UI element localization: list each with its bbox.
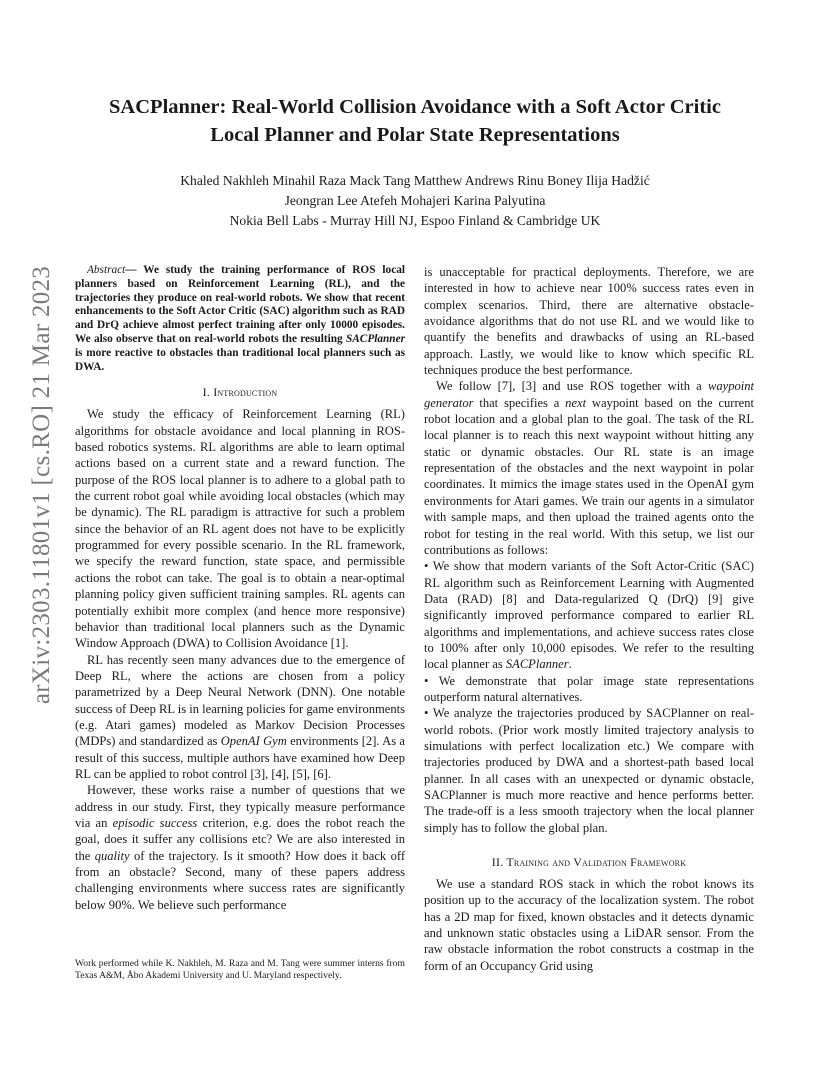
section-2-heading: II. Training and Validation Framework bbox=[491, 855, 687, 870]
abstract-emphasis: SACPlanner bbox=[345, 332, 405, 345]
title-line-1: SACPlanner: Real-World Collision Avoidance with a Soft Actor Critic bbox=[109, 96, 721, 118]
affiliation: Nokia Bell Labs - Murray Hill NJ, Espoo Finland & Cambridge UK bbox=[229, 213, 601, 228]
intro-p3-emphasis-2: quality bbox=[94, 848, 130, 863]
intro-p3-text-b: criterion, e.g. does the robot reach the goal, does it suffer any collisions etc? We are also interested in the bbox=[75, 815, 406, 863]
footnote: Work performed while K. Nakhleh, M. Raza and M. Tang were summer interns from Texas A&M, Åbo Akademi University and U. Maryland respectively. bbox=[75, 958, 405, 981]
bullet-1-text-a: • We show that modern variants of the Soft Actor-Critic (SAC) RL algorithm such as Reinforcement Learning with Augmented Data (RAD) [8] and Data-regularized Q (DrQ) [9] give significantly improved performance compared to earlier RL algorithms and implementations, and achieve success rates close to 100% after only 10,000 episodes. We refer to the resulting local planner as bbox=[424, 559, 754, 672]
intro-paragraph-1: We study the efficacy of Reinforcement Learning (RL) algorithms for obstacle avoidance and local planning in ROS-based robotics systems. RL algorithms are able to learn optimal actions based on a current state and a reward function. The purpose of the ROS local planner is to adhere to a global path to the current robot goal while avoiding local obstacles (which may be dynamic). The RL paradigm is attractive for such a problem since the behavior of an RL agent does not have to be explicitly programmed for every possible scenario. In the RL framework, we specify the reward function, state space, and permissible actions the robot can take. The goal is to obtain a near-optimal planning policy given sufficient training samples. RL agents can potentially exhibit more complex (and hence more responsive) behavior than traditional local planners such as the Dynamic Window Approach (DWA) to Collision Avoidance [1]. bbox=[75, 407, 405, 651]
paper-title bbox=[70, 93, 760, 149]
contribution-bullet-2: • We demonstrate that polar image state representations outperform natural alternatives. bbox=[424, 673, 754, 704]
intro-p4-emphasis-2: next bbox=[565, 395, 587, 410]
bullet-1-emphasis: SACPlanner bbox=[505, 657, 569, 672]
title-line-2: Local Planner and Polar State Representations bbox=[210, 124, 620, 146]
intro-p2-emphasis: OpenAI Gym bbox=[220, 734, 287, 749]
intro-paragraph-2 bbox=[75, 652, 405, 783]
abstract-text-2: is more reactive to obstacles than traditional local planners such as DWA. bbox=[75, 346, 405, 373]
right-column bbox=[424, 264, 754, 974]
arxiv-side-stamp bbox=[24, 265, 60, 705]
intro-paragraph-3-continued: is unacceptable for practical deployments. Therefore, we are interested in how to achieve near 100% success rates even in complex scenarios. Third, there are alternative obstacle-avoidance algorithms that do not use RL and we would like to quantify the benefits and drawbacks of using an RL-based approach. Lastly, we would like to know which specific RL techniques produce the best performance. bbox=[424, 265, 754, 378]
intro-paragraph-3 bbox=[75, 782, 405, 913]
contribution-bullet-3: • We analyze the trajectories produced by SACPlanner on real-world robots. (Prior work mostly limited trajectory analysis to simulations with perfect localization etc.) We compare with trajectories produced by DWA and a shortest-path based local planner. In all cases with an unexpected or dynamic obstacle, SACPlanner is much more reactive and hence performs better. The trade-off is a less smooth trajectory when the local planner simply has to follow the global plan. bbox=[424, 706, 754, 835]
intro-p3-text-a: However, these works raise a number of questions that we address in our study. First, they typically measure performance via an bbox=[75, 783, 405, 830]
intro-p4-text-b: that specifies a bbox=[473, 395, 566, 410]
intro-p2-text-a: RL has recently seen many advances due to the emergence of Deep RL, where the actions are chosen from a policy parametrized by a Deep Neural Network (DNN). One notable success of Deep RL is in learning policies for game environments (e.g. Atari games) modeled as Markov Decision Processes (MDPs) and standardized as bbox=[75, 652, 405, 749]
abstract-text-1: We study the training performance of ROS local planners based on Reinforcement Learning (RL), and the trajectories they produce on real-world robots. We show that recent enhancements to the Soft Actor Critic (SAC) algorithm such as RAD and DrQ achieve almost perfect training after only 10000 episodes. We also observe that on real-world robots the resulting bbox=[75, 264, 405, 345]
intro-p2-text-b: environments [2]. As a result of this success, multiple authors have examined how Deep RL can be applied to robot control [3], [4], [5], [6]. bbox=[75, 734, 405, 781]
intro-p4-text-c: waypoint based on the current robot location and a global plan to the goal. The task of the RL local planner is to reach this next waypoint without hitting any static or dynamic obstacles. Our RL state is an image representation of the obstacles and the next waypoint in polar coordinates. It mimics the image states used in the OpenAI gym environments for Atari games. We train our agents in a simulator with sample maps, and then upload the trained agents onto the robot for testing in the real world. With this setup, we list our contributions as follows: bbox=[424, 395, 754, 557]
abstract-label: Abstract bbox=[87, 264, 126, 276]
left-column bbox=[75, 264, 405, 913]
intro-p3-text-c: of the trajectory. Is it smooth? How does it back off from an obstacle? Second, many of these papers address challenging environments where success rates are significantly below 90%. We believe such performance bbox=[75, 848, 405, 912]
authors-line-1: Khaled Nakhleh Minahil Raza Mack Tang Matthew Andrews Rinu Boney Ilija Hadžić bbox=[180, 173, 650, 188]
arxiv-stamp-text: arXiv:2303.11801v1 [cs.RO] 21 Mar 2023 bbox=[28, 265, 56, 705]
bullet-1-text-b: . bbox=[568, 657, 572, 672]
abstract bbox=[75, 264, 405, 374]
authors-line-2: Jeongran Lee Atefeh Mohajeri Karina Palyutina bbox=[284, 193, 546, 208]
framework-paragraph-1: We use a standard ROS stack in which the robot knows its position up to the accuracy of the localization system. The robot has a 2D map for fixed, known obstacles and it detects dynamic and unknown static obstacles using a LiDAR sensor. From the raw obstacle information the robot constructs a costmap in the form of an Occupancy Grid using bbox=[424, 877, 754, 973]
intro-p4-emphasis-1: waypoint generator bbox=[424, 379, 754, 410]
intro-p4-text-a: We follow [7], [3] and use ROS together with a bbox=[436, 379, 708, 394]
intro-paragraph-4 bbox=[424, 378, 754, 558]
intro-p3-emphasis-1: episodic success bbox=[112, 815, 198, 830]
section-1-heading: I. Introduction bbox=[202, 385, 278, 400]
abstract-dash: — bbox=[125, 264, 144, 276]
author-block bbox=[70, 171, 760, 231]
contribution-bullet-1 bbox=[424, 558, 754, 672]
